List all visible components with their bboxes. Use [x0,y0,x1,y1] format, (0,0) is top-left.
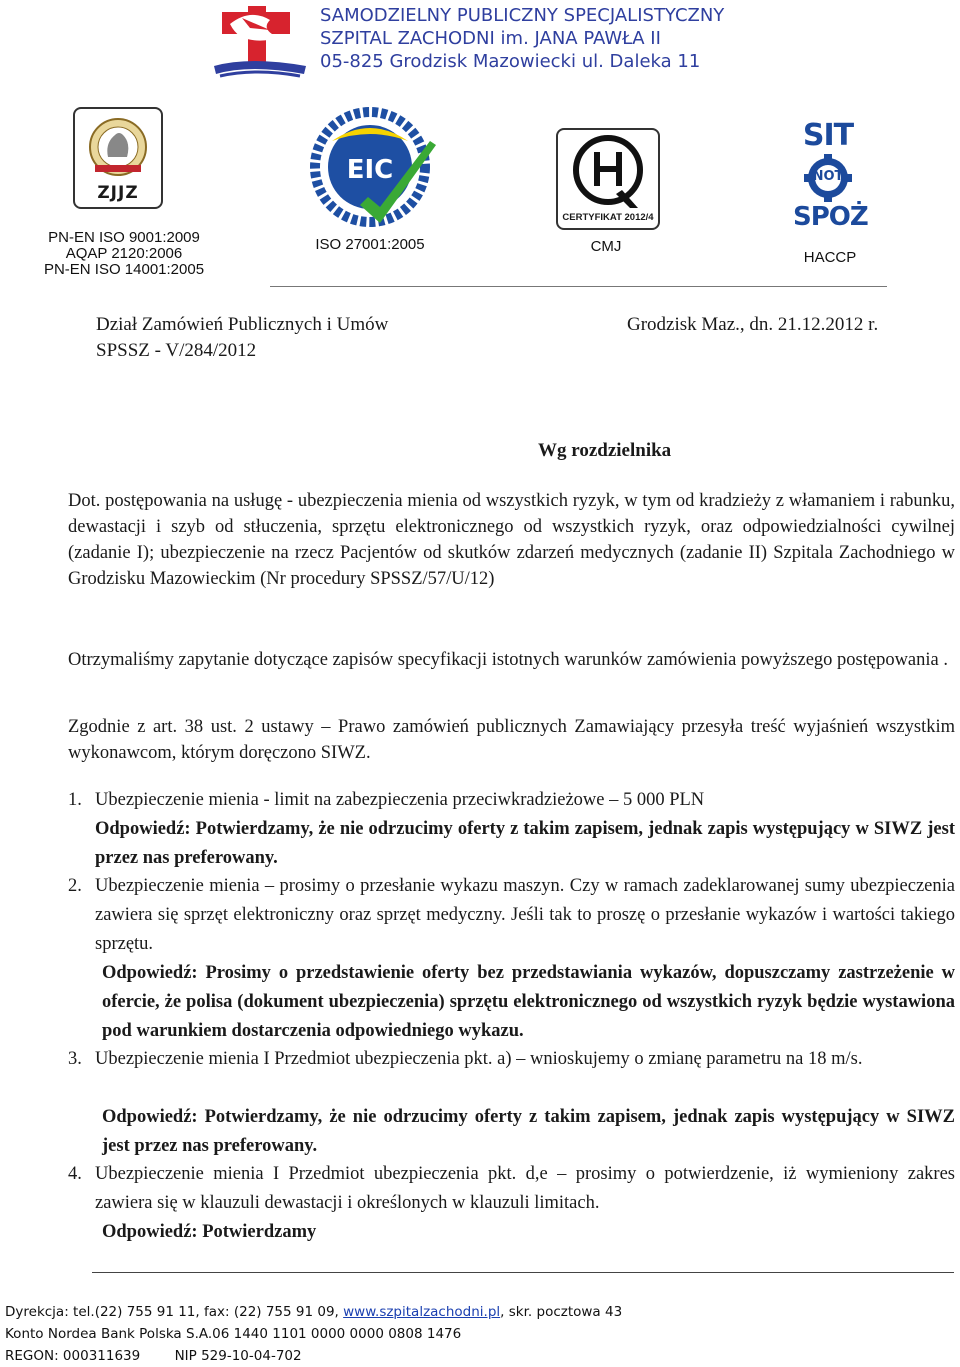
spoz-text: SPOŻ [793,202,868,232]
zsjz-logo [73,107,163,209]
item-question: Ubezpieczenie mienia I Przedmiot ubezpieczenia pkt. a) – wnioskujemy o zmianę parametru na 18 m/s. [95,1049,863,1069]
footer-phone-fax: Dyrekcja: tel.(22) 755 91 11, fax: (22) 755 91 09, [5,1304,344,1320]
recipient: Wg rozdzielnika [538,440,672,461]
footer-po-box: , skr. pocztowa 43 [500,1304,623,1320]
zsjz-standards [36,230,212,278]
item-answer: Odpowiedź: Prosimy o przedstawienie oferty bez przedstawiania wykazów, dopuszczamy zastrzeżenie w ofercie, że polisa (dokument ubezpieczenia) sprzętu elektronicznego od wszystkich ryzyk będzie wystawiona pod warunkiem dostarczenia odpowiedniego wykazu. [102,963,955,1041]
hospital-header [320,4,724,73]
sit-not-spoz-logo [793,118,868,238]
item-number: 4. [68,1164,82,1184]
hospital-name-line1: SAMODZIELNY PUBLICZNY SPECJALISTYCZNY [320,5,725,26]
item-question: Ubezpieczenie mienia I Przedmiot ubezpieczenia pkt. d,e – prosimy o potwierdzenie, iż wymieniony zakres zawiera się w klauzuli dewastacji i określonych w klauzuli limitach. [95,1164,955,1213]
eic-logo [308,105,440,230]
not-text: NOT [812,169,844,184]
hospital-name-line2: SZPITAL ZACHODNI im. JANA PAWŁA II [320,28,661,49]
item-question: Ubezpieczenie mienia - limit na zabezpieczenia przeciwkradzieżowe – 5 000 PLN [95,790,705,810]
footer-divider [92,1272,954,1273]
cmj-badge: CERTYFIKAT 2012/4 [562,212,654,223]
legal-paragraph: Zgodnie z art. 38 ust. 2 ustawy – Prawo zamówień publicznych Zamawiający przesyła treść wyjaśnień wszystkim wykonawcom, którym doręczono SIWZ. [68,717,955,763]
eic-logo-text: EIC [346,155,394,185]
reference-number: SPSSZ - V/284/2012 [96,340,257,361]
standard-aqap: AQAP 2120:2006 [65,245,183,262]
item-number: 3. [68,1049,82,1069]
department-name: Dział Zamówień Publicznych i Umów [96,314,389,335]
cmj-logo [556,128,660,230]
item-number: 2. [68,876,82,896]
zsjz-logo-text: ZJJZ [97,183,139,203]
website-link[interactable]: www.szpitalzachodni.pl [343,1304,501,1320]
standard-iso9001: PN-EN ISO 9001:2009 [48,229,200,246]
footer-regon-nip: REGON: 000311639 NIP 529-10-04-702 [5,1348,302,1364]
header-divider [270,286,887,287]
item-answer: Odpowiedź: Potwierdzamy, że nie odrzucimy oferty z takim zapisem, jednak zapis występujący w SIWZ jest przez nas preferowany. [95,819,955,868]
letter-date: Grodzisk Maz., dn. 21.12.2012 r. [627,314,879,335]
standard-iso14001: PN-EN ISO 14001:2005 [43,261,205,278]
haccp-caption: HACCP [803,249,857,266]
footer-contact [5,1301,622,1323]
item-answer: Odpowiedź: Potwierdzamy, że nie odrzucimy oferty z takim zapisem, jednak zapis występujący w SIWZ jest przez nas preferowany. [102,1107,955,1156]
cmj-caption: CMJ [590,238,622,255]
hospital-logo [210,4,310,80]
sit-text: SIT [802,118,854,153]
footer-bank-account: Konto Nordea Bank Polska S.A.06 1440 1101 0000 0000 0808 1476 [5,1326,462,1342]
item-answer: Odpowiedź: Potwierdzamy [102,1222,317,1242]
item-question: Ubezpieczenie mienia – prosimy o przesłanie wykazu maszyn. Czy w ramach zadeklarowanej sumy ubezpieczenia zawiera się sprzęt elektroniczny oraz sprzęt medyczny. Jeśli tak to proszę o przesłanie wykazów i wartości takiego sprzętu. [95,876,955,954]
item-number: 1. [68,790,82,810]
eic-caption: ISO 27001:2005 [315,236,425,253]
intro-paragraph: Otrzymaliśmy zapytanie dotyczące zapisów specyfikacji istotnych warunków zamówienia powyższego postępowania . [68,650,948,670]
subject-paragraph: Dot. postępowania na usługę - ubezpieczenia mienia od wszystkich ryzyk, w tym od kradzieży z włamaniem i rabunku, dewastacji i szyb od stłuczenia, sprzętu elektronicznego od wszystkich ryzyk, oraz odpowiedzialności cywilnej (zadanie I); ubezpieczenie na rzecz Pacjentów od skutków zdarzeń medycznych (zadanie II) Szpitala Zachodniego w Grodzisku Mazowieckim (Nr procedury SPSSZ/57/U/12) [68,491,955,589]
hospital-address: 05-825 Grodzisk Mazowiecki ul. Daleka 11 [320,51,701,72]
